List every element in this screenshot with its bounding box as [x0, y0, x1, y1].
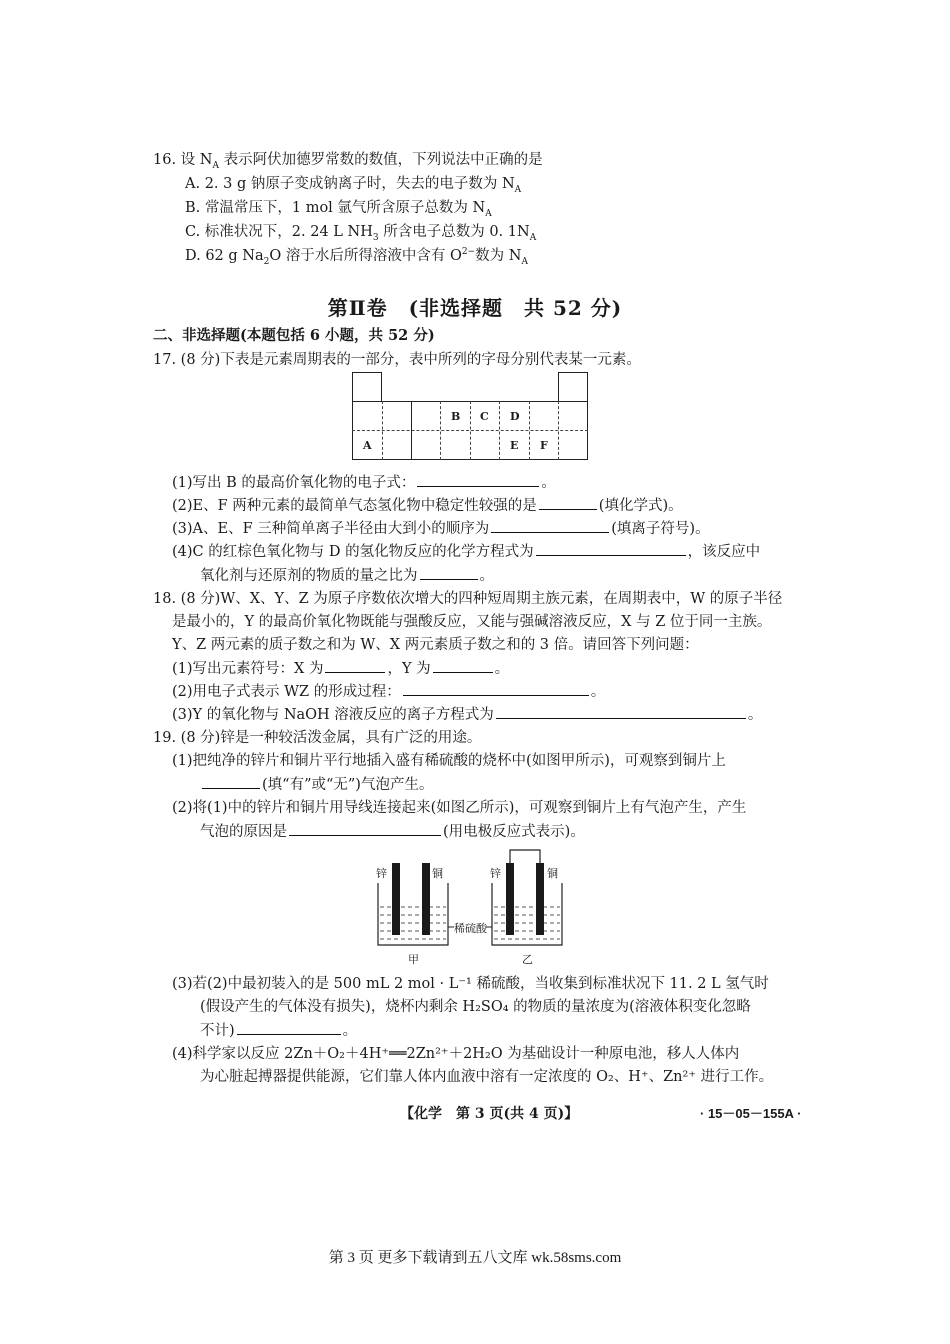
q17-part4-line2: 氧化剂与还原剂的物质的量之比为 。 [200, 565, 494, 586]
q18-part1: (1)写出元素符号：X 为 ，Y 为 。 [172, 658, 509, 679]
q17-part3: (3)A、E、F 三种简单离子半径由大到小的顺序为 (填离子符号)。 [172, 518, 710, 539]
q19-part1: (1)把纯净的锌片和铜片平行地插入盛有稀硫酸的烧杯中(如图甲所示)，可观察到铜片上 [172, 753, 726, 769]
periodic-table-fragment [352, 372, 588, 460]
element-f: F [540, 439, 548, 452]
q16-stem: 16. 设 $N_A$ 表示阿伏加德罗常数的数值，下列说法中正确的是 [153, 152, 543, 171]
q18-stem-line1: 18. (8 分)W、X、Y、Z 为原子序数依次增大的四种短周期主族元素，在周期表中，W 的原子半径 [153, 591, 783, 607]
section-subtitle: 二、非选择题(本题包括 6 小题，共 52 分) [153, 327, 435, 344]
q17-part2: (2)E、F 两种元素的最简单气态氢化物中稳定性较强的是 (填化学式)。 [172, 495, 683, 516]
q18-part2: (2)用电子式表示 WZ 的形成过程： 。 [172, 681, 605, 702]
label-jia: 甲 [408, 953, 419, 966]
q18-stem-line3: Y、Z 两元素的质子数之和为 W、X 两元素质子数之和的 3 倍。请回答下列问题： [172, 637, 699, 653]
q19-part2-line2: 气泡的原因是 (用电极反应式表示)。 [200, 821, 585, 842]
q18-stem-line2: 是最小的，Y 的最高价氧化物既能与强酸反应，又能与强碱溶液反应，X 与 Z 位于同一主族。 [172, 614, 772, 630]
galvanic-cell-diagram [370, 845, 580, 970]
q16-option-c: C. 标准状况下，2. 24 L $NH_3$ 所含电子总数为 0. $1N_A$ [185, 224, 537, 243]
q16-option-d: D. 62 g $Na_2O$ 溶于水后所得溶液中含有 $O^{2-}$数为 $N_A$ [185, 247, 528, 267]
element-a: A [363, 439, 372, 452]
q16-option-b: B. 常温常压下，1 mol 氩气所含原子总数为 $N_A$ [185, 200, 492, 219]
download-footer-link[interactable]: 第 3 页 更多下载请到五八文库 wk.58sms.com [328, 1250, 622, 1266]
page-footer-subject: 【化学 第 3 页(共 4 页)】 [400, 1106, 579, 1122]
label-copper-jia: 铜 [432, 867, 443, 880]
label-dilute-acid: 稀硫酸 [454, 922, 487, 935]
q17-part4: (4)C 的红棕色氧化物与 D 的氢化物反应的化学方程式为 ，该反应中 [172, 541, 760, 562]
q17-stem: 17. (8 分)下表是元素周期表的一部分，表中所列的字母分别代表某一元素。 [153, 352, 641, 368]
q19-part1-line2: (填“有”或“无”)气泡产生。 [200, 774, 433, 795]
q19-stem: 19. (8 分)锌是一种较活泼金属，具有广泛的用途。 [153, 730, 482, 746]
q19-part4: (4)科学家以反应 2Zn＋O₂＋4H⁺══2Zn²⁺＋2H₂O 为基础设计一种原电池，移人人体内 [172, 1046, 740, 1062]
element-e: E [510, 439, 519, 452]
label-yi: 乙 [522, 953, 533, 966]
q19-part2: (2)将(1)中的锌片和铜片用导线连接起来(如图乙所示)，可观察到铜片上有气泡产生，产生 [172, 800, 747, 816]
q16-option-a: A. 2. 3 g 钠原子变成钠离子时，失去的电子数为 $N_A$ [185, 176, 522, 195]
element-b: B [451, 410, 461, 423]
label-zinc-yi: 锌 [490, 867, 501, 880]
q17-part1: (1)写出 B 的最高价氧化物的电子式： 。 [172, 472, 556, 493]
element-d: D [510, 410, 520, 423]
label-zinc-jia: 锌 [376, 867, 387, 880]
element-c: C [480, 410, 489, 423]
q19-part3-line2: (假设产生的气体没有损失)，烧杯内剩余 H₂SO₄ 的物质的量浓度为(溶液体积变化忽略 [200, 999, 751, 1015]
page-footer-code: · 15－05－155A · [700, 1106, 802, 1121]
q19-part4-line2: 为心脏起搏器提供能源，它们靠人体内血液中溶有一定浓度的 O₂、H⁺、Zn²⁺ 进行工作。 [200, 1069, 774, 1085]
q19-part3: (3)若(2)中最初装入的是 500 mL 2 mol · L⁻¹ 稀硫酸，当收集到标准状况下 11. 2 L 氢气时 [172, 976, 769, 992]
section-title: 第Ⅱ卷 (非选择题 共 52 分) [327, 296, 623, 320]
q18-part3: (3)Y 的氧化物与 NaOH 溶液反应的离子方程式为 。 [172, 704, 762, 725]
label-copper-yi: 铜 [547, 867, 558, 880]
q19-part3-line3: 不计) 。 [200, 1020, 357, 1041]
apparatus-figure [370, 845, 580, 970]
